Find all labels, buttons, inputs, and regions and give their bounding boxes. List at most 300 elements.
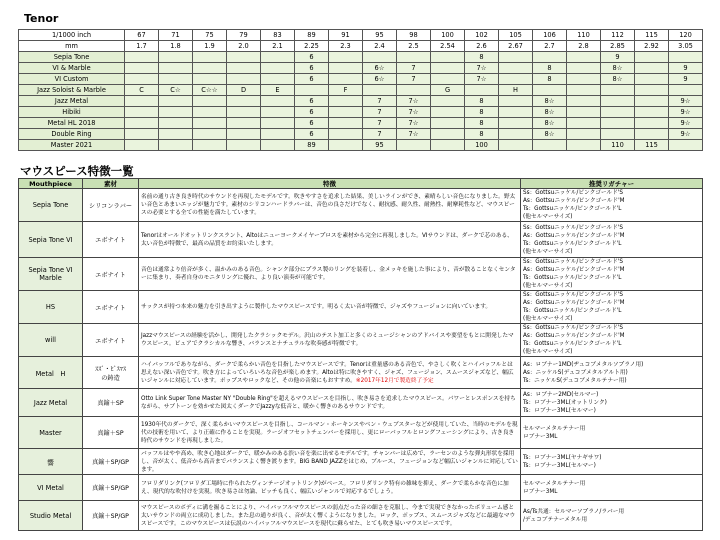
- row-label: Master 2021: [19, 140, 125, 151]
- size-cell: 2.25: [295, 41, 329, 52]
- feature-cell-text: サックスが持つ本来の魅力を引き出すように製作したマウスピースです。明るく太い音が特徴で、ジャズやフュージョンに向いています。: [141, 304, 492, 310]
- size-cell: [159, 107, 193, 118]
- size-cell: [261, 118, 295, 129]
- size-cell: 2.6: [465, 41, 499, 52]
- size-cell: [227, 107, 261, 118]
- size-cell: [499, 74, 533, 85]
- size-cell: [227, 96, 261, 107]
- size-cell: [329, 63, 363, 74]
- material-cell: [83, 258, 139, 291]
- material-cell: [83, 189, 139, 222]
- tenor-title: Tenor: [24, 12, 59, 25]
- size-cell: [159, 63, 193, 74]
- mouthpiece-name-text: Studio Metal: [29, 511, 72, 520]
- header-ligature: 推奨リガチャー: [521, 179, 703, 189]
- size-cell: [125, 140, 159, 151]
- size-cell: 7☆: [397, 96, 431, 107]
- size-cell: 1.9: [193, 41, 227, 52]
- mouthpiece-name: [19, 501, 83, 531]
- size-cell: [499, 140, 533, 151]
- size-cell: 7☆: [465, 63, 499, 74]
- mouthpiece-name-text: HS: [45, 303, 56, 311]
- feature-cell-text: マウスピースのボディに溝を掘ることにより、ハイバッフルマウスピースの弱点だった音の細さを克服し、今まで実現できなかったボリューム感と太いサウンドの両立に成功しました。また息の通りが良く、音が太く響くようになりました。ロック、ポップス、スムースジャズなどに最適なマウスピースです。このマウスピースは伝説のハイバッフルマウスピースを現代に蘇らせた、とても吹き易いマウスピースです。: [141, 504, 516, 527]
- ligature-cell: [521, 475, 703, 501]
- size-cell: C: [125, 85, 159, 96]
- size-cell: [193, 96, 227, 107]
- size-cell: [499, 96, 533, 107]
- row-label: Sepia Tone: [19, 52, 125, 63]
- feature-cell-text: バッフルはやや高め、吹き心地はダークで、暖かみのある渋い音を楽に出せるモデルです。チャンバーは広めで、ラーセンのような弾丸形状を採用し、音が太く、低音から高音までバランスよく響き渡ります。BIG BAND JAZZをはじめ、ブルース、フュージョンなど幅広いジャンルに対応しています。: [141, 450, 518, 473]
- size-cell: 9: [669, 74, 703, 85]
- size-cell: [159, 96, 193, 107]
- size-cell: [533, 140, 567, 151]
- size-cell: 106: [533, 30, 567, 41]
- size-cell: 112: [601, 30, 635, 41]
- size-cell: [601, 85, 635, 96]
- size-cell: [193, 140, 227, 151]
- size-cell: [295, 85, 329, 96]
- material-cell-text: 真鍮＋SP: [97, 430, 124, 437]
- feature-cell: [139, 324, 521, 357]
- ligature-cell: [521, 501, 703, 531]
- size-cell: [431, 63, 465, 74]
- size-cell: [601, 118, 635, 129]
- size-cell: 2.85: [601, 41, 635, 52]
- size-cell: 67: [125, 30, 159, 41]
- size-cell: 6: [295, 107, 329, 118]
- ligature-cell: [521, 357, 703, 389]
- size-cell: 7☆: [465, 74, 499, 85]
- size-cell: 79: [227, 30, 261, 41]
- size-cell: [261, 52, 295, 63]
- feature-cell-text: ハイバッフルでありながら、ダークで柔らかい音色を目指したマウスピースです。Tenorは重量感のある音色で、やさしく吹くとハイバッフルとは思えない深い音色です。吹き方によっていろいろな音色が楽しめます。Altoは特に吹きやすく、ジャズ、フュージョン、スムースジャズなど、幅広いジャンルに対応しています。ポップスやロックなど、その他の音楽にもおすすめ。: [141, 361, 514, 384]
- size-cell: H: [499, 85, 533, 96]
- size-cell: [567, 85, 601, 96]
- material-cell-text: エボナイト: [95, 304, 126, 312]
- size-cell: [193, 63, 227, 74]
- ligature-cell: [521, 324, 703, 357]
- feature-cell: [139, 475, 521, 501]
- mouthpiece-name: [19, 291, 83, 324]
- feature-cell-text: フロリダリンク(フロリダ工場時に作られたヴィンテージオットリンク)がベース。フロリダリンク特有の雑味を抑え、ダークで柔らかな音色に加え、現代的な吹付けを実現。吹き易さは勿論、ピッチも良く、幅広いジャンルで対応するでしょう。: [141, 480, 509, 495]
- size-cell: [567, 107, 601, 118]
- size-cell: [125, 74, 159, 85]
- size-cell: [499, 129, 533, 140]
- mouthpiece-name-text: will: [45, 336, 56, 344]
- size-cell: 83: [261, 30, 295, 41]
- material-cell-text: ｽｽﾞ・ﾋﾞｽﾏｽ の鋳造: [95, 365, 126, 382]
- size-cell: 7☆: [397, 129, 431, 140]
- feature-row: [19, 222, 703, 258]
- size-cell: 7: [363, 96, 397, 107]
- size-cell: 7☆: [397, 107, 431, 118]
- size-cell: [329, 107, 363, 118]
- tenor-size-table: [18, 29, 703, 151]
- size-cell: 6: [295, 96, 329, 107]
- size-cell: [533, 85, 567, 96]
- feature-cell: [139, 449, 521, 475]
- size-cell: 2.92: [635, 41, 669, 52]
- size-cell: 8: [465, 96, 499, 107]
- size-cell: [567, 74, 601, 85]
- row-label: Jazz Soloist & Marble: [19, 85, 125, 96]
- feature-cell-text: Jazzマウスピースの経験を活かし、開発したクラシックモデル。沢山のテスト加工と多くのミュージシャンのアドバイスや要望をもとに開発したマウスピース。ピュアでクラシカルな響き、バランスとナチュラルな吹奏感が特徴です。: [141, 333, 514, 347]
- ligature-cell: [521, 449, 703, 475]
- feature-cell-text: 音色は通常より倍音が多く、温かみのある音色。シャンク部分にプラス製のリングを装着し、金メッキを施した事により、音が散ることなくセンターに集まり、奏者自身のモニタリングに優れ、より良い演奏が可能です。: [141, 267, 516, 281]
- feature-cell: [139, 389, 521, 417]
- size-cell: 1.8: [159, 41, 193, 52]
- size-cell: [601, 129, 635, 140]
- size-cell: [635, 96, 669, 107]
- size-cell: [125, 129, 159, 140]
- material-cell: [83, 501, 139, 531]
- size-cell: [499, 63, 533, 74]
- ligature-cell-text: As/Ts共通：セルマーソプラノ/ラバー用 /デュコブテナーメタル用: [523, 508, 625, 523]
- size-cell: [261, 63, 295, 74]
- size-cell: [159, 129, 193, 140]
- size-cell: [499, 52, 533, 63]
- size-cell: 2.67: [499, 41, 533, 52]
- size-cell: [567, 96, 601, 107]
- size-cell: [329, 129, 363, 140]
- material-cell-text: 真鍮＋SP/GP: [92, 459, 129, 466]
- size-cell: [601, 96, 635, 107]
- size-cell: [261, 74, 295, 85]
- size-cell: 8: [465, 118, 499, 129]
- size-cell: [397, 52, 431, 63]
- model-row: [19, 63, 703, 74]
- size-cell: [635, 85, 669, 96]
- size-cell: 9☆: [669, 118, 703, 129]
- model-row: [19, 74, 703, 85]
- feature-cell-text: Tenorはオールドオットリンクスラント、Altoはニューヨークメイヤープロスを素材から完全に再現しました。VIサウンドは、ダークで芯のある、太い音色が特徴で、最高の品質をお約束いたします。: [141, 232, 513, 247]
- row-label: Metal HL 2018: [19, 118, 125, 129]
- material-cell: [83, 417, 139, 449]
- size-cell: [227, 129, 261, 140]
- size-cell: 7☆: [397, 118, 431, 129]
- feature-row: [19, 291, 703, 324]
- ligature-cell: [521, 291, 703, 324]
- size-cell: 100: [465, 140, 499, 151]
- model-row: [19, 96, 703, 107]
- size-cell: [329, 52, 363, 63]
- feature-cell: [139, 258, 521, 291]
- size-cell: 95: [363, 30, 397, 41]
- size-cell: 9: [669, 63, 703, 74]
- feature-cell: [139, 501, 521, 531]
- row-label: 1/1000 inch: [19, 30, 125, 41]
- size-cell: [397, 85, 431, 96]
- mouthpiece-name-text: Sepia Tone VI: [28, 235, 73, 244]
- mouthpiece-name-text: VI Metal: [37, 483, 64, 492]
- feature-cell: [139, 189, 521, 222]
- size-cell: [193, 118, 227, 129]
- header-feature: 特徴: [139, 179, 521, 189]
- size-cell: [431, 74, 465, 85]
- row-label: VI & Marble: [19, 63, 125, 74]
- size-cell: F: [329, 85, 363, 96]
- mouthpiece-name: [19, 222, 83, 258]
- size-cell: [227, 74, 261, 85]
- size-cell: [499, 107, 533, 118]
- size-cell: 7: [363, 107, 397, 118]
- size-cell: [227, 63, 261, 74]
- mouthpiece-name-text: Jazz Metal: [33, 398, 68, 407]
- ligature-cell-text: As：ロブナー2MD(セルマー) Ts：ロブナー3ML(オットリンク) Ts：ロブナー3ML(セルマー): [523, 391, 607, 414]
- mouthpiece-name-text: Sepia Tone VI Marble: [28, 266, 73, 282]
- mouthpiece-name: [19, 449, 83, 475]
- size-cell: 2.3: [329, 41, 363, 52]
- size-cell: [261, 107, 295, 118]
- size-cell: 71: [159, 30, 193, 41]
- size-cell: 8: [533, 63, 567, 74]
- header-mouthpiece: Mouthpiece: [19, 179, 83, 189]
- size-cell: 8☆: [601, 74, 635, 85]
- size-cell: 7: [397, 74, 431, 85]
- size-cell: 6: [295, 129, 329, 140]
- feature-row: [19, 324, 703, 357]
- mouthpiece-name-text: Sepia Tone: [32, 201, 69, 209]
- mouthpiece-name-text: Metal H: [35, 369, 66, 378]
- size-cell: 8☆: [533, 96, 567, 107]
- mouthpiece-name: [19, 258, 83, 291]
- size-cell: [635, 107, 669, 118]
- size-cell: 95: [363, 140, 397, 151]
- size-cell: 110: [567, 30, 601, 41]
- ligature-cell-text: セルマーメタルテナー用 ロブナー3ML: [523, 425, 586, 440]
- feature-row: [19, 417, 703, 449]
- mouthpiece-name: [19, 357, 83, 389]
- material-cell: [83, 449, 139, 475]
- size-cell: 7: [363, 118, 397, 129]
- size-cell: [635, 74, 669, 85]
- size-cell: [431, 96, 465, 107]
- size-cell: [329, 74, 363, 85]
- size-cell: 3.05: [669, 41, 703, 52]
- feature-row: [19, 389, 703, 417]
- size-cell: 9☆: [669, 129, 703, 140]
- mouthpiece-name: [19, 475, 83, 501]
- material-cell: [83, 222, 139, 258]
- ligature-cell-text: Ss：Gottsuニッケル/ピンクゴールド'S As：Gottsuニッケル/ピンクゴールド'M Ts：Gottsuニッケル/ピンクゴールド'L (他セルマーサイズ): [523, 292, 625, 322]
- mouthpiece-name: [19, 417, 83, 449]
- size-cell: C☆☆: [193, 85, 227, 96]
- size-cell: 120: [669, 30, 703, 41]
- size-cell: [431, 129, 465, 140]
- size-cell: 2.4: [363, 41, 397, 52]
- size-cell: [601, 107, 635, 118]
- size-cell: G: [431, 85, 465, 96]
- ligature-cell: [521, 417, 703, 449]
- size-cell: 8☆: [533, 107, 567, 118]
- size-cell: [193, 52, 227, 63]
- feature-cell: [139, 291, 521, 324]
- ligature-cell: [521, 258, 703, 291]
- ligature-cell: [521, 189, 703, 222]
- size-cell: [125, 52, 159, 63]
- ligature-cell-text: Ss：Gottsuニッケル/ピンクゴールド'S As：Gottsuニッケル/ピンクゴールド'M Ts：Gottsuニッケル/ピンクゴールド'L (他セルマーサイズ): [523, 259, 625, 289]
- size-cell: 75: [193, 30, 227, 41]
- material-cell: [83, 357, 139, 389]
- size-cell: 105: [499, 30, 533, 41]
- material-cell-text: シリコンラバー: [88, 202, 133, 210]
- feature-row: [19, 449, 703, 475]
- size-cell: 2.54: [431, 41, 465, 52]
- material-cell-text: 真鍮＋SP: [97, 400, 124, 407]
- material-cell: [83, 475, 139, 501]
- row-label: Jazz Metal: [19, 96, 125, 107]
- ligature-cell-text: Ss：Gottsuニッケル/ピンクゴールド'S As：Gottsuニッケル/ピンクゴールド'M Ts：Gottsuニッケル/ピンクゴールド'L (他セルマーサイズ): [523, 224, 625, 255]
- feature-row: [19, 357, 703, 389]
- size-cell: [261, 96, 295, 107]
- size-cell: [431, 107, 465, 118]
- model-row: [19, 107, 703, 118]
- ligature-cell-text: Ss：Gottsuニッケル/ピンクゴールド'S As：Gottsuニッケル/ピンクゴールド'M Ts：Gottsuニッケル/ピンクゴールド'L (他セルマーサイズ): [523, 190, 625, 220]
- size-cell: D: [227, 85, 261, 96]
- material-cell: [83, 324, 139, 357]
- feature-cell: [139, 222, 521, 258]
- size-cell: [261, 129, 295, 140]
- size-cell: 8: [465, 129, 499, 140]
- size-cell: [567, 63, 601, 74]
- mouthpiece-name-text: Master: [39, 428, 62, 437]
- size-cell: [329, 96, 363, 107]
- feature-cell-text: 1930年代のダークで、深く柔らかいマウスピースを目指し、コールマン・ホーキンスやベン・ウェブスターなどが使用していた、当時のモデルを現代の技術を用いて、より正確に作ることを実現。ラージオフセットチェンバーを採用し、更にローバッフルとロングフェーシングにより、古き良き時代のサウンドを再現しました。: [141, 421, 518, 444]
- ligature-cell-text: セルマーメタルテナー用 ロブナー3ML: [523, 480, 586, 495]
- size-cell: [635, 52, 669, 63]
- size-cell: 89: [295, 30, 329, 41]
- size-cell: 6: [295, 118, 329, 129]
- feature-cell-text: 名前の通り古き良き時代のサウンドを再現したモデルです。吹きやすさを追求した結果、美しいラインができ、素晴らしい音色になりました。野太い音色とあまいエッジが魅力です。素材のシリコンハードラバーは、音色の良さだけでなく、耐抗感、耐久性、耐熱性、耐摩耗性など、マウスピースの必要とする全ての性能を満たしています。: [141, 194, 516, 216]
- size-cell: 110: [601, 140, 635, 151]
- size-cell: C☆: [159, 85, 193, 96]
- features-table: [18, 178, 703, 531]
- inch-row: [19, 30, 703, 41]
- size-cell: [635, 118, 669, 129]
- mouthpiece-name: [19, 389, 83, 417]
- size-cell: [567, 118, 601, 129]
- size-cell: [159, 140, 193, 151]
- row-label: mm: [19, 41, 125, 52]
- feature-row: [19, 475, 703, 501]
- feature-row: [19, 501, 703, 531]
- mouthpiece-name-text: 響: [47, 458, 54, 467]
- size-cell: 2.8: [567, 41, 601, 52]
- material-cell-text: エボナイト: [95, 271, 126, 279]
- size-cell: 100: [431, 30, 465, 41]
- size-cell: [227, 118, 261, 129]
- size-cell: [227, 52, 261, 63]
- size-cell: 8: [533, 74, 567, 85]
- row-label: Double Ring: [19, 129, 125, 140]
- size-cell: 8☆: [533, 129, 567, 140]
- size-cell: [125, 107, 159, 118]
- mm-row: [19, 41, 703, 52]
- size-cell: 2.5: [397, 41, 431, 52]
- material-cell: [83, 389, 139, 417]
- size-cell: [431, 118, 465, 129]
- size-cell: [363, 52, 397, 63]
- size-cell: [533, 52, 567, 63]
- size-cell: 6☆: [363, 63, 397, 74]
- model-row: [19, 85, 703, 96]
- size-cell: 115: [635, 30, 669, 41]
- model-row: [19, 140, 703, 151]
- size-cell: 91: [329, 30, 363, 41]
- size-cell: [635, 129, 669, 140]
- features-title: マウスピース特徴一覧: [20, 164, 134, 178]
- material-cell-text: エボナイト: [95, 237, 126, 244]
- size-cell: [431, 52, 465, 63]
- size-cell: [159, 118, 193, 129]
- size-cell: 8: [465, 52, 499, 63]
- size-cell: [567, 140, 601, 151]
- size-cell: E: [261, 85, 295, 96]
- size-cell: 9☆: [669, 107, 703, 118]
- size-cell: 9: [601, 52, 635, 63]
- row-label: Hibiki: [19, 107, 125, 118]
- size-cell: [159, 52, 193, 63]
- size-cell: [635, 63, 669, 74]
- size-cell: [669, 85, 703, 96]
- material-cell-text: 真鍮＋SP/GP: [92, 513, 129, 520]
- size-cell: 102: [465, 30, 499, 41]
- feature-cell: [139, 357, 521, 389]
- size-cell: [329, 140, 363, 151]
- size-cell: 6: [295, 52, 329, 63]
- material-cell-text: エボナイト: [95, 337, 126, 345]
- feature-cell-text: Otto Link Super Tone Master NY "Double Ring"を超えるマウスピースを目指し、吹き易さを追求したマウスピース。パワーとレスポンスを持ちながら、サブトーンを効かせた図太くダークでJazzyな低音と、暖かく響きのあるサウンドです。: [141, 395, 516, 410]
- row-label: VI Custom: [19, 74, 125, 85]
- size-cell: [669, 52, 703, 63]
- size-cell: [465, 85, 499, 96]
- ligature-cell-text: Ts：ロブナー3ML(ヤナギサワ) Ts：ロブナー3ML(セルマー): [523, 454, 602, 469]
- size-cell: 2.1: [261, 41, 295, 52]
- size-cell: [499, 118, 533, 129]
- size-cell: [431, 140, 465, 151]
- ligature-cell: [521, 389, 703, 417]
- feature-row: [19, 258, 703, 291]
- size-cell: 9☆: [669, 96, 703, 107]
- header-material: 素材: [83, 179, 139, 189]
- size-cell: 8: [465, 107, 499, 118]
- features-header-row: [19, 179, 703, 189]
- size-cell: 8☆: [601, 63, 635, 74]
- size-cell: [159, 74, 193, 85]
- size-cell: [567, 129, 601, 140]
- size-cell: [329, 118, 363, 129]
- material-cell: [83, 291, 139, 324]
- feature-cell: [139, 417, 521, 449]
- ligature-cell-text: As：ロブナー1MD(ヂュコブメタルソプラノ用) As：ニッケルS(デュコブメタルアルト用) Ts：ニッケルS(デュコブメタルテナー用): [523, 361, 644, 384]
- size-cell: [193, 74, 227, 85]
- size-cell: [125, 96, 159, 107]
- size-cell: [567, 52, 601, 63]
- size-cell: [363, 85, 397, 96]
- size-cell: 115: [635, 140, 669, 151]
- model-row: [19, 129, 703, 140]
- size-cell: [125, 118, 159, 129]
- discontinued-note: ※2017年12月で製造終了予定: [355, 377, 434, 384]
- size-cell: 6: [295, 63, 329, 74]
- size-cell: 98: [397, 30, 431, 41]
- size-cell: 7: [397, 63, 431, 74]
- model-row: [19, 52, 703, 63]
- size-cell: [125, 63, 159, 74]
- mouthpiece-name: [19, 324, 83, 357]
- size-cell: [193, 129, 227, 140]
- material-cell-text: 真鍮＋SP/GP: [92, 485, 129, 492]
